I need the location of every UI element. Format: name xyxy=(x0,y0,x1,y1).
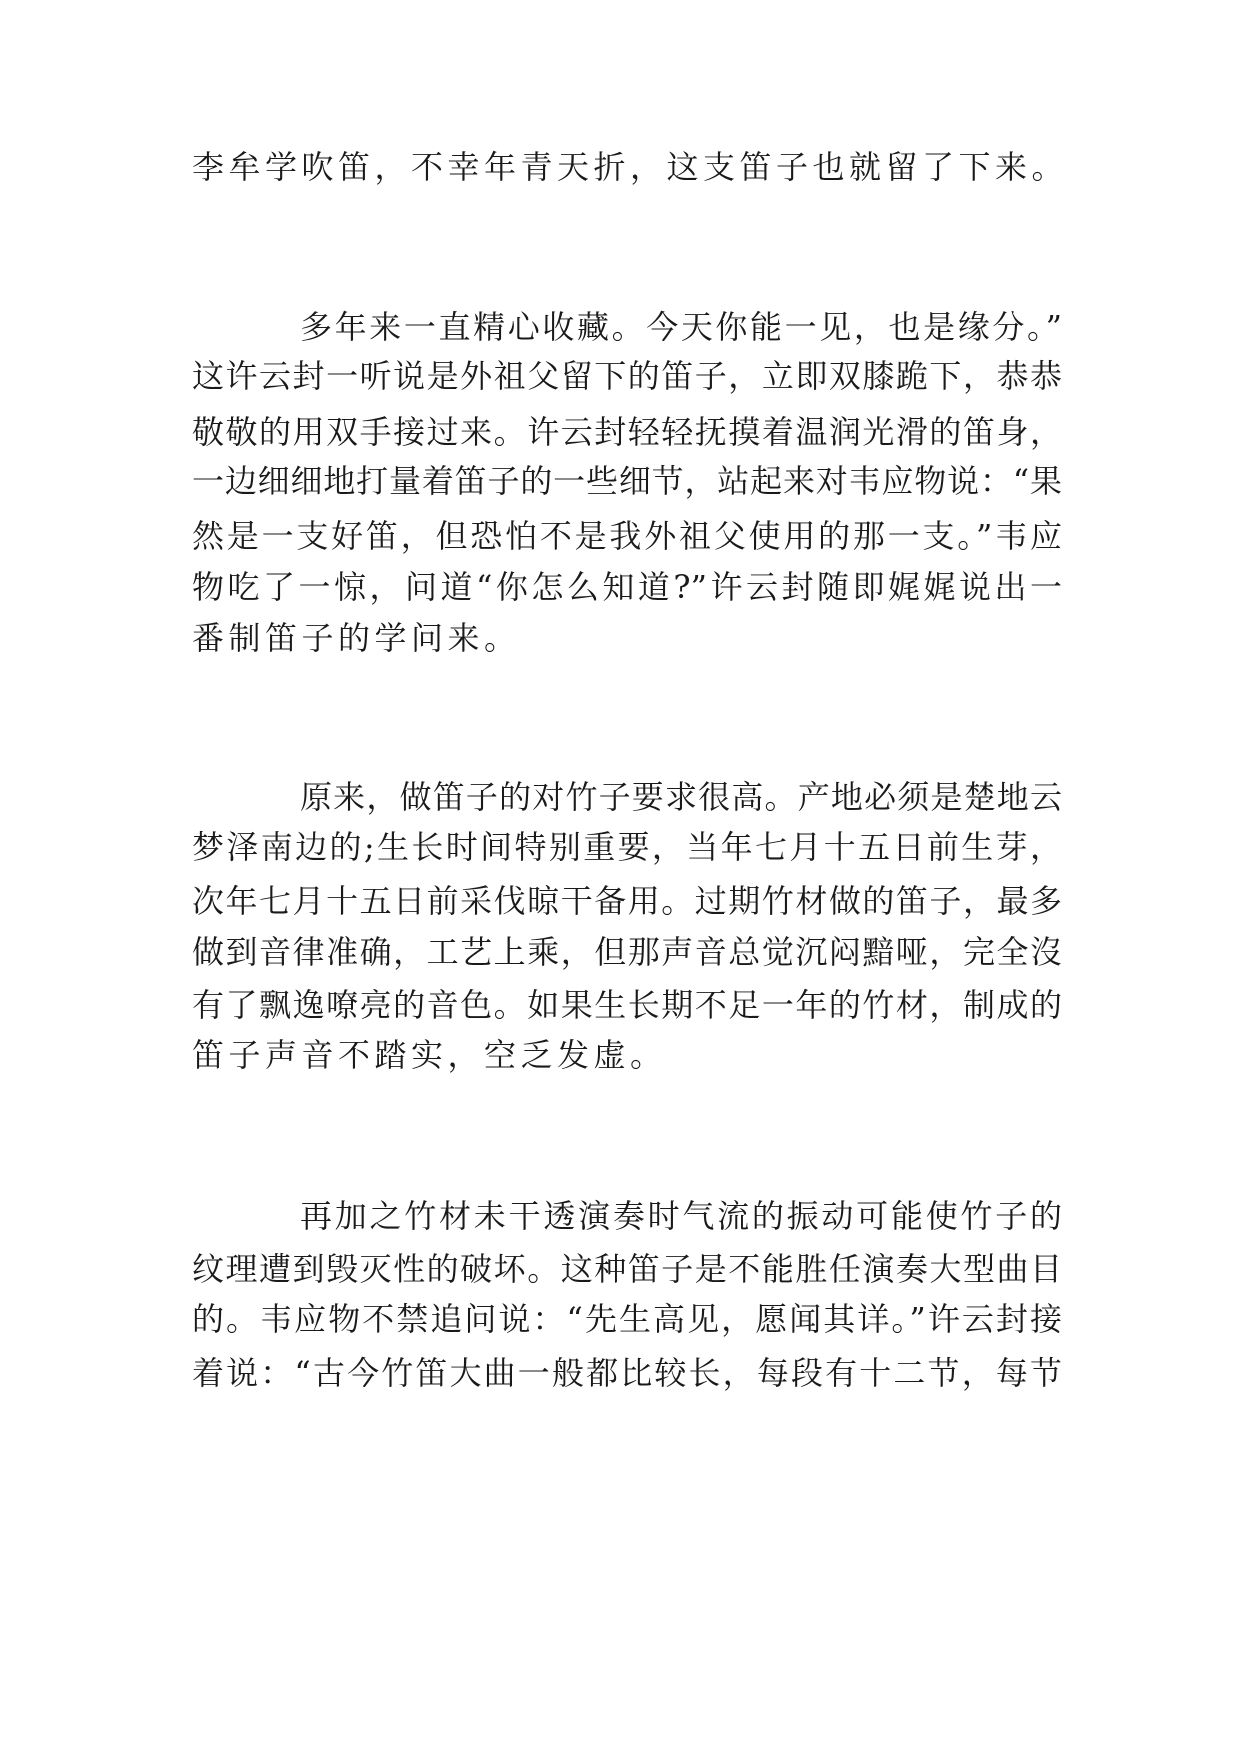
text-line: 梦泽南边的;生长时间特别重要，当年七月十五日前生芽， xyxy=(192,828,1062,866)
text-line: 多年来一直精心收藏。今天你能一见，也是缘分。” xyxy=(300,308,1062,346)
text-line: 这许云封一听说是外祖父留下的笛子，立即双膝跪下，恭恭 xyxy=(192,357,1062,395)
text-line: 次年七月十五日前采伐晾干备用。过期竹材做的笛子，最多 xyxy=(192,882,1062,920)
text-line: 纹理遭到毁灭性的破坏。这种笛子是不能胜任演奏大型曲目 xyxy=(192,1250,1062,1288)
text-line: 再加之竹材未干透演奏时气流的振动可能使竹子的 xyxy=(300,1197,1062,1235)
text-line: 番制笛子的学问来。 xyxy=(192,619,521,657)
text-line: 有了飘逸嘹亮的音色。如果生长期不足一年的竹材，制成的 xyxy=(192,986,1062,1024)
text-line: 着说：“古今竹笛大曲一般都比较长，每段有十二节，每节 xyxy=(192,1354,1062,1392)
text-line: 李牟学吹笛，不幸年青天折，这支笛子也就留了下来。 xyxy=(192,148,1069,186)
text-line: 敬敬的用双手接过来。许云封轻轻抚摸着温润光滑的笛身， xyxy=(192,413,1062,451)
text-line: 笛子声音不踏实，空乏发虚。 xyxy=(192,1036,667,1074)
text-line: 物吃了一惊，问道“你怎么知道?”许云封随即娓娓说出一 xyxy=(192,568,1062,606)
text-line: 做到音律准确，工艺上乘，但那声音总觉沉闷黯哑，完全沒 xyxy=(192,933,1062,971)
text-line: 的。韦应物不禁追问说：“先生高见，愿闻其详。”许云封接 xyxy=(192,1300,1062,1338)
text-line: 一边细细地打量着笛子的一些细节，站起来对韦应物说：“果 xyxy=(192,462,1062,500)
text-line: 然是一支好笛，但恐怕不是我外祖父使用的那一支。”韦应 xyxy=(192,517,1062,555)
text-line: 原来，做笛子的对竹子要求很高。产地必须是楚地云 xyxy=(300,778,1062,816)
